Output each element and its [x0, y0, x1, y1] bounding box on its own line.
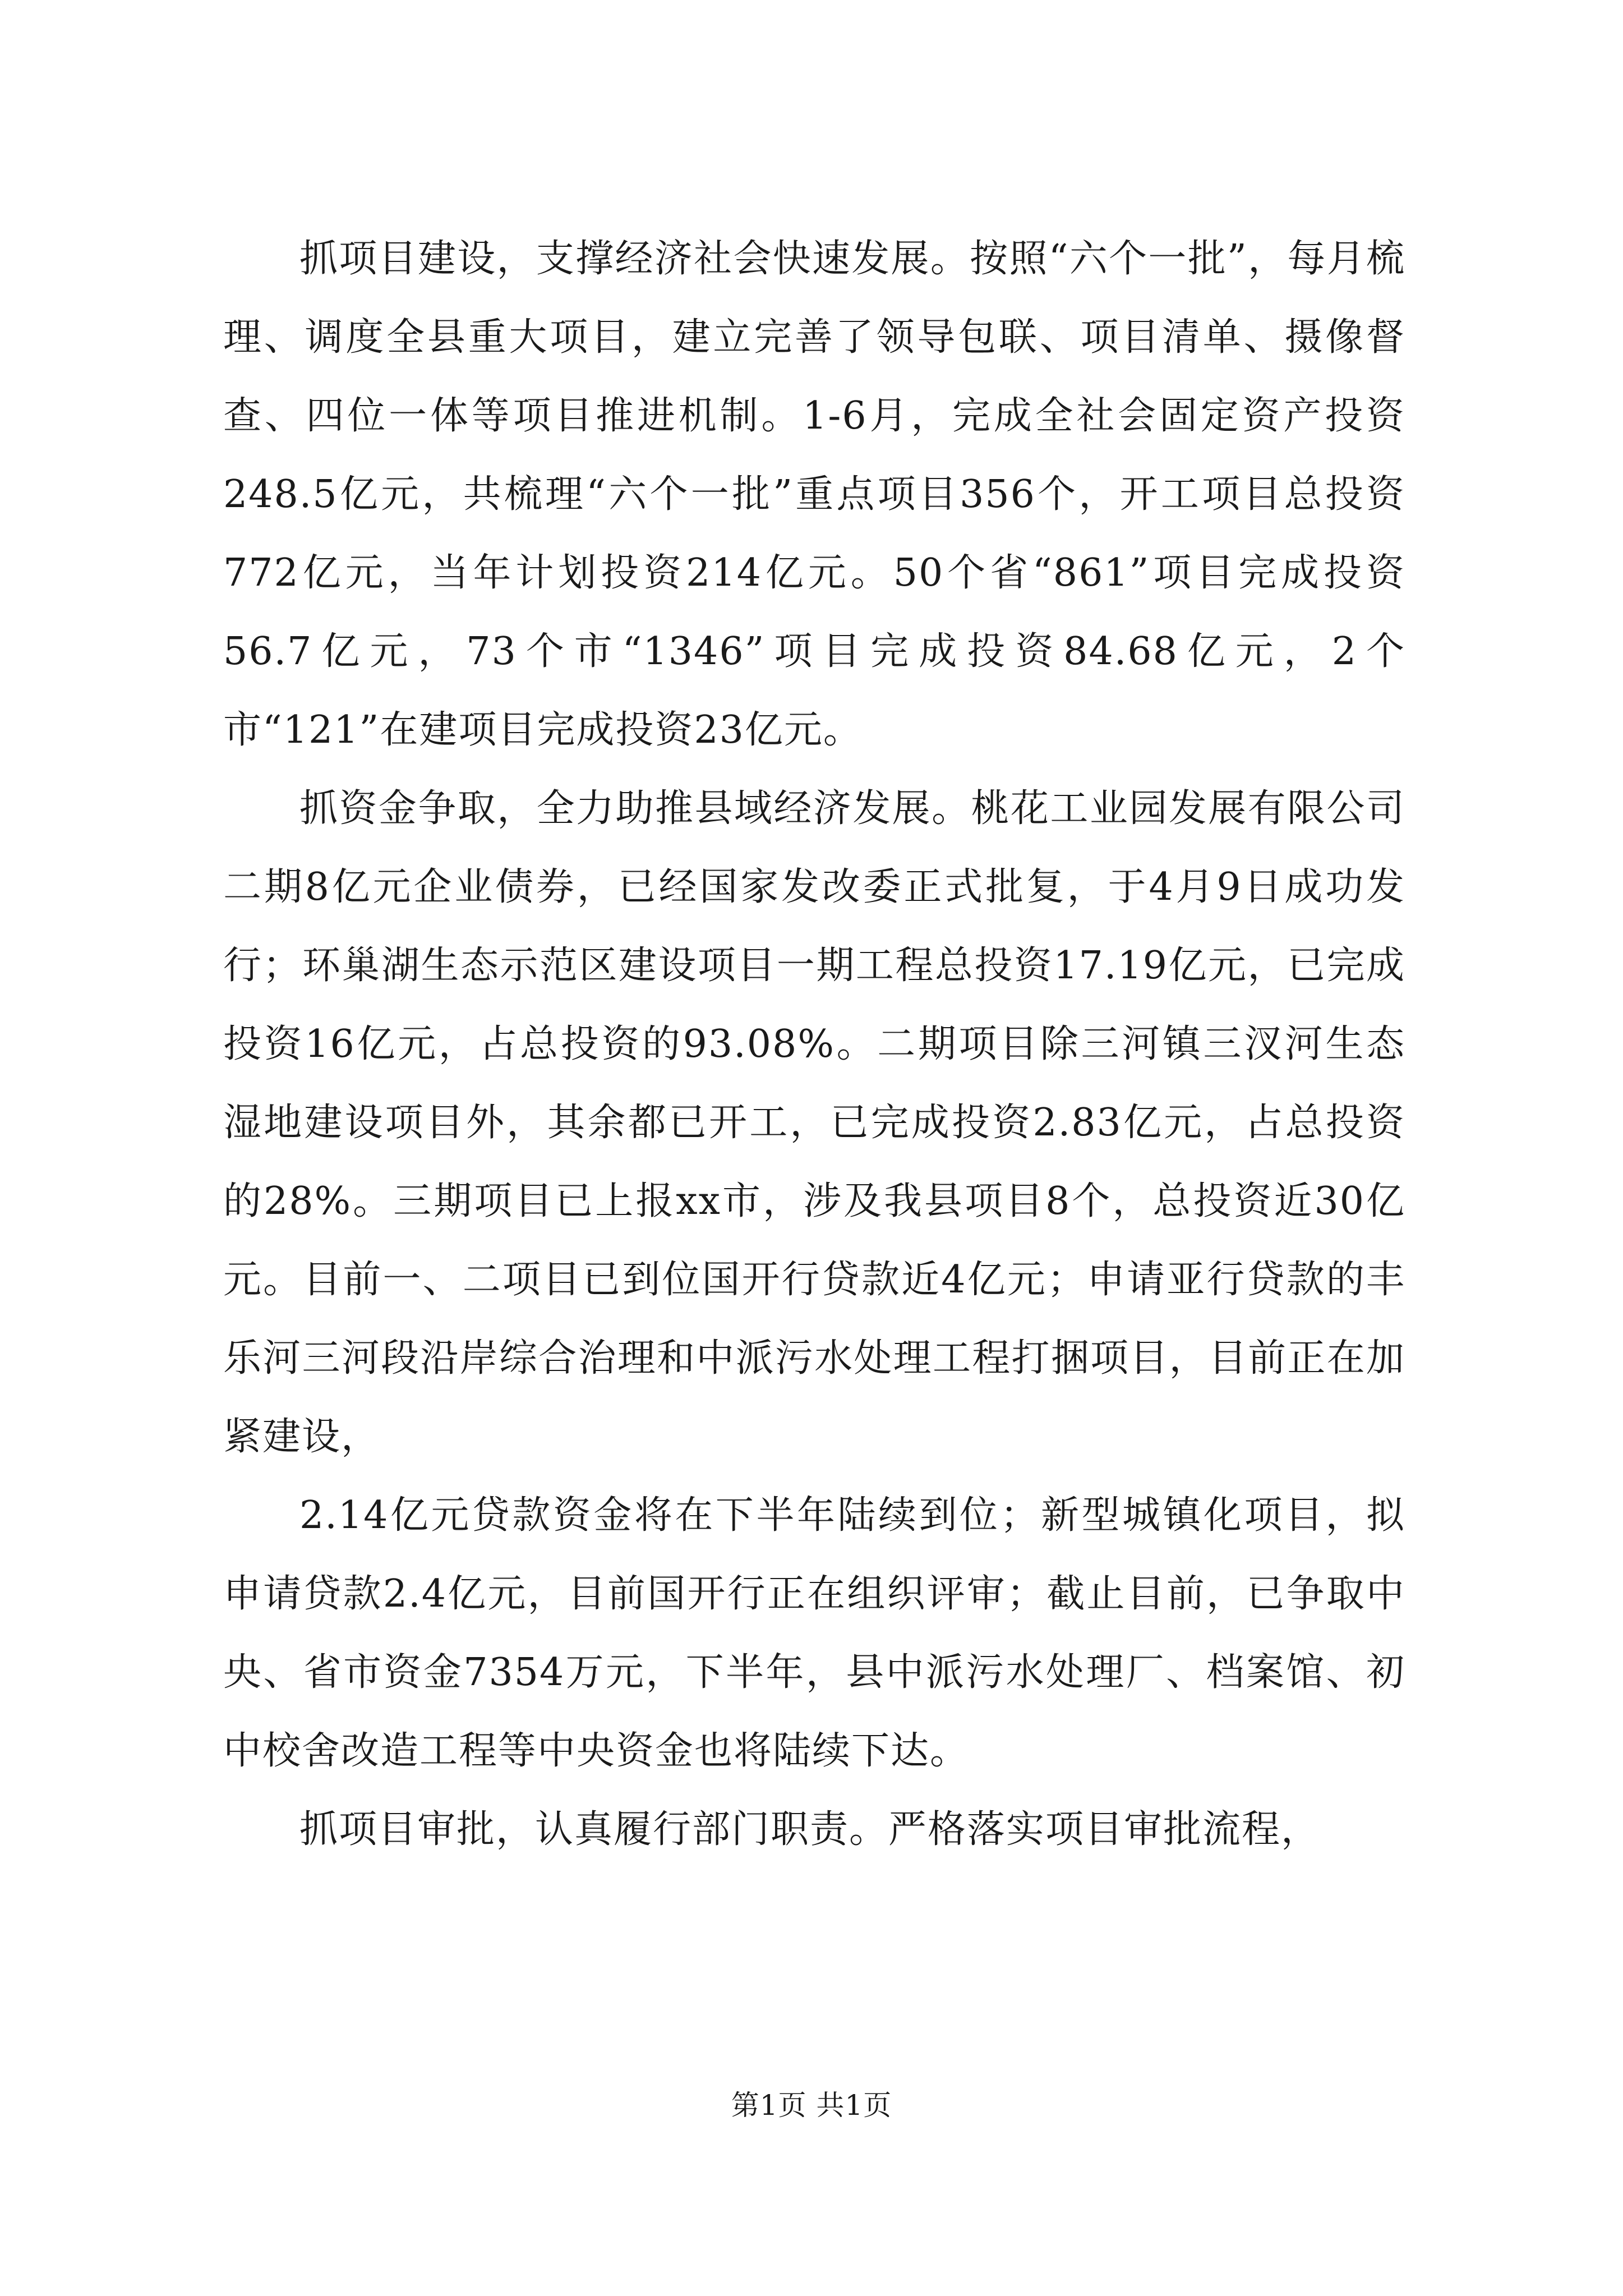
document-body: [223, 220, 1405, 1869]
paragraph-project-construction: 抓项目建设，支撑经济社会快速发展。按照“六个一批”，每月梳理、调度全县重大项目，建立完善了领导包联、项目清单、摄像督查、四位一体等项目推进机制。1-6月，完成全社会固定资产投资248.5亿元，共梳理“六个一批”重点项目356个，开工项目总投资772亿元，当年计划投资214亿元。50个省“861”项目完成投资56.7亿元，73个市“1346”项目完成投资84.68亿元，2个市“121”在建项目完成投资23亿元。: [223, 237, 1405, 752]
page-footer: 第1页 共1页: [731, 2089, 892, 2122]
paragraph-project-approval: 抓项目审批，认真履行部门职责。严格落实项目审批流程，: [299, 1807, 1321, 1852]
paragraph-loan-funds: 2.14亿元贷款资金将在下半年陆续到位；新型城镇化项目，拟申请贷款2.4亿元，目前国开行正在组织评审；截止目前，已争取中央、省市资金7354万元，下半年，县中派污水处理厂、档案馆、初中校舍改造工程等中央资金也将陆续下达。: [223, 1493, 1405, 1773]
paragraph-fund-raising: 抓资金争取，全力助推县域经济发展。桃花工业园发展有限公司二期8亿元企业债券，已经国家发改委正式批复，于4月9日成功发行；环巢湖生态示范区建设项目一期工程总投资17.19亿元，已完成投资16亿元，占总投资的93.08%。二期项目除三河镇三汊河生态湿地建设项目外，其余都已开工，已完成投资2.83亿元，占总投资的28%。三期项目已上报xx市，涉及我县项目8个，总投资近30亿元。目前一、二项目已到位国开行贷款近4亿元；申请亚行贷款的丰乐河三河段沿岸综合治理和中派污水处理工程打捆项目，目前正在加紧建设，: [223, 786, 1405, 1459]
